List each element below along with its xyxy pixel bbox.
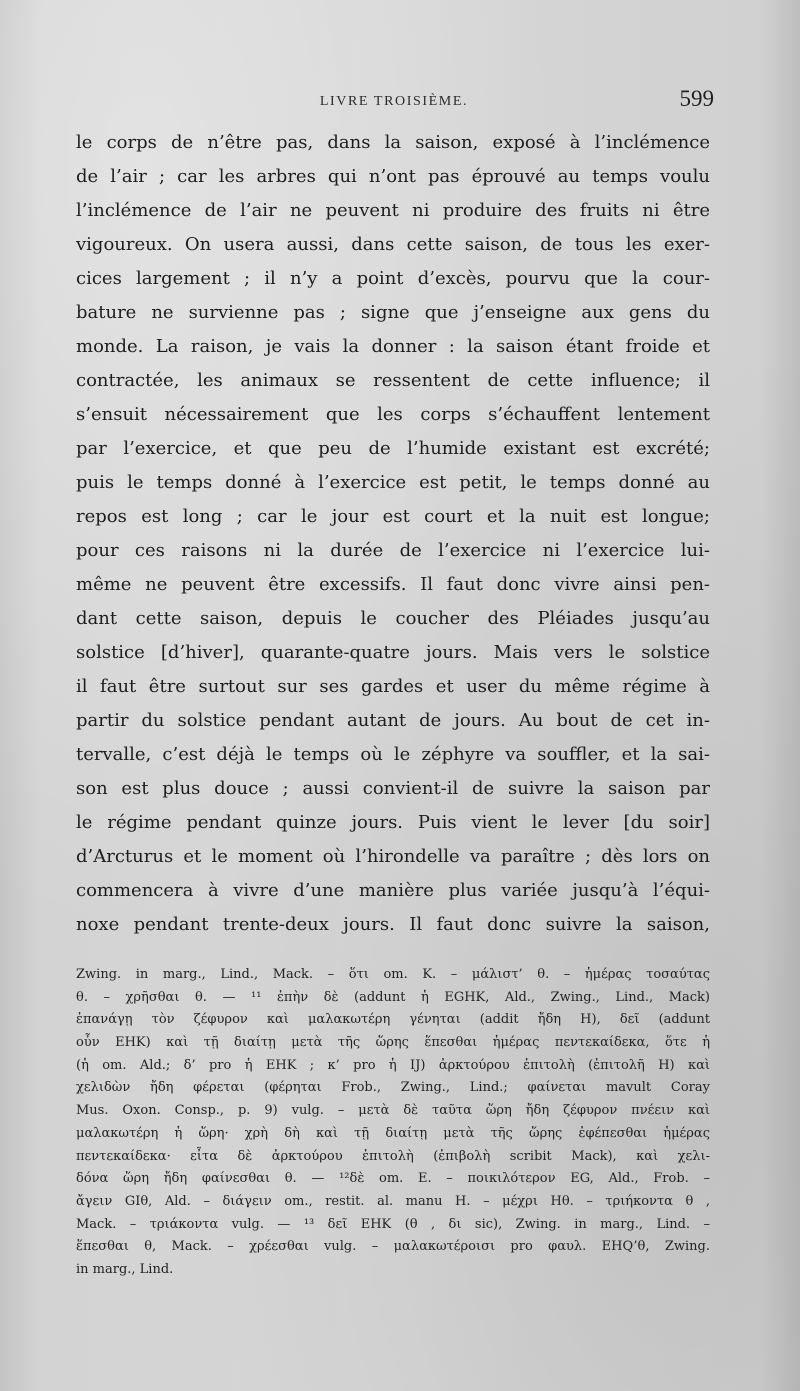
text-line: s’ensuit nécessairement que les corps s’échauffent lentement	[76, 404, 710, 425]
text-line: son est plus douce ; aussi convient-il de suivre la saison par	[76, 778, 710, 799]
footnote-line: χελιδὼν ἤδη φέρεται (φέρηται Frob., Zwing., Lind.; φαίνεται mavult Coray	[76, 1080, 710, 1096]
running-head: LIVRE TROISIÈME.	[319, 94, 469, 109]
text-line: puis le temps donné à l’exercice est petit, le temps donné au	[76, 472, 710, 493]
text-line: commencera à vivre d’une manière plus variée jusqu’à l’équi-	[76, 880, 710, 901]
text-line: le corps de n’être pas, dans la saison, exposé à l’inclémence	[76, 132, 710, 153]
text-line: le régime pendant quinze jours. Puis vient le lever [du soir]	[76, 812, 710, 833]
footnote-line: μαλακωτέρη ἡ ὥρη· χρὴ δὴ καὶ τῇ διαίτῃ μετὰ τῆς ὥρης ἐφέπεσθαι ἡμέρας	[76, 1125, 710, 1141]
text-line: monde. La raison, je vais la donner : la saison étant froide et	[76, 336, 710, 357]
text-line: tervalle, c’est déjà le temps où le zéphyre va souffler, et la sai-	[76, 744, 710, 765]
text-line: repos est long ; car le jour est court et la nuit est longue;	[76, 506, 710, 527]
footnote-line: ἐπανάγῃ τὸν ζέφυρον καὶ μαλακωτέρη γένηται (addit ἤδη H), δεῖ (addunt	[76, 1012, 710, 1028]
footnote-line: ἕπεσθαι θ, Mack. – χρέεσθαι vulg. – μαλακωτέροισι pro φαυλ. EHQ’θ, Zwing.	[76, 1239, 710, 1255]
footnote-line: ἄγειν GIθ, Ald. – διάγειν om., restit. al. manu H. – μέχρι Hθ. – τριήκοντα θ ,	[76, 1193, 710, 1209]
footnote-line: Zwing. in marg., Lind., Mack. – ὅτι om. K. – μάλιστ’ θ. – ἡμέρας τοσαύτας	[76, 967, 710, 982]
page-header	[76, 86, 712, 116]
text-line: de l’air ; car les arbres qui n’ont pas éprouvé au temps voulu	[76, 166, 710, 187]
text-line: pour ces raisons ni la durée de l’exercice ni l’exercice lui-	[76, 540, 710, 561]
text-line: bature ne survienne pas ; signe que j’enseigne aux gens du	[76, 302, 710, 323]
page-number: 599	[679, 86, 714, 111]
footnote-line: Mus. Oxon. Consp., p. 9) vulg. – μετὰ δὲ ταῦτα ὥρη ἤδη ζέφυρον πνέειν καὶ	[76, 1103, 710, 1119]
text-line: d’Arcturus et le moment où l’hirondelle va paraître ; dès lors on	[76, 846, 710, 867]
text-line: par l’exercice, et que peu de l’humide existant est excrété;	[76, 438, 710, 459]
footnote-line: (ἡ om. Ald.; δ’ pro ἡ EHK ; κ’ pro ἡ IJ) ἀρκτούρου ἐπιτολὴ (ἐπιτολῆ H) καὶ	[76, 1057, 710, 1073]
text-line: dant cette saison, depuis le coucher des Pléiades jusqu’au	[76, 608, 710, 629]
text-line: noxe pendant trente-deux jours. Il faut donc suivre la saison,	[76, 914, 710, 935]
text-line: partir du solstice pendant autant de jours. Au bout de cet in-	[76, 710, 710, 731]
text-line: il faut être surtout sur ses gardes et user du même régime à	[76, 676, 710, 697]
footnote-line: in marg., Lind.	[76, 1261, 174, 1277]
text-line: solstice [d’hiver], quarante-quatre jours. Mais vers le solstice	[76, 642, 710, 663]
text-line: contractée, les animaux se ressentent de cette influence; il	[76, 370, 710, 391]
footnote-line: οὖν EHK) καὶ τῇ διαίτῃ μετὰ τῆς ὥρης ἕπεσθαι ἡμέρας πεντεκαίδεκα, ὅτε ἡ	[76, 1035, 710, 1051]
footnotes	[76, 964, 710, 1282]
footnote-line: δόνα ὥρη ἤδη φαίνεσθαι θ. — ¹²δὲ om. E. – ποικιλότερον EG, Ald., Frob. –	[76, 1171, 710, 1187]
text-line: vigoureux. On usera aussi, dans cette saison, de tous les exer-	[76, 234, 710, 255]
text-line: l’inclémence de l’air ne peuvent ni produire des fruits ni être	[76, 200, 710, 221]
footnote-line: θ. – χρῆσθαι θ. — ¹¹ ἐπὴν δὲ (addunt ἡ EGHK, Ald., Zwing., Lind., Mack)	[76, 989, 710, 1005]
body-text	[76, 126, 710, 942]
text-line: cices largement ; il n’y a point d’excès, pourvu que la cour-	[76, 268, 710, 289]
text-line: même ne peuvent être excessifs. Il faut donc vivre ainsi pen-	[76, 574, 710, 595]
footnote-line: πεντεκαίδεκα· εἶτα δὲ ἀρκτούρου ἐπιτολὴ (ἐπιβολὴ scribit Mack), καὶ χελι-	[76, 1148, 710, 1164]
footnote-line: Mack. – τριάκοντα vulg. — ¹³ δεῖ EHK (θ , δι sic), Zwing. in marg., Lind. –	[76, 1216, 710, 1232]
